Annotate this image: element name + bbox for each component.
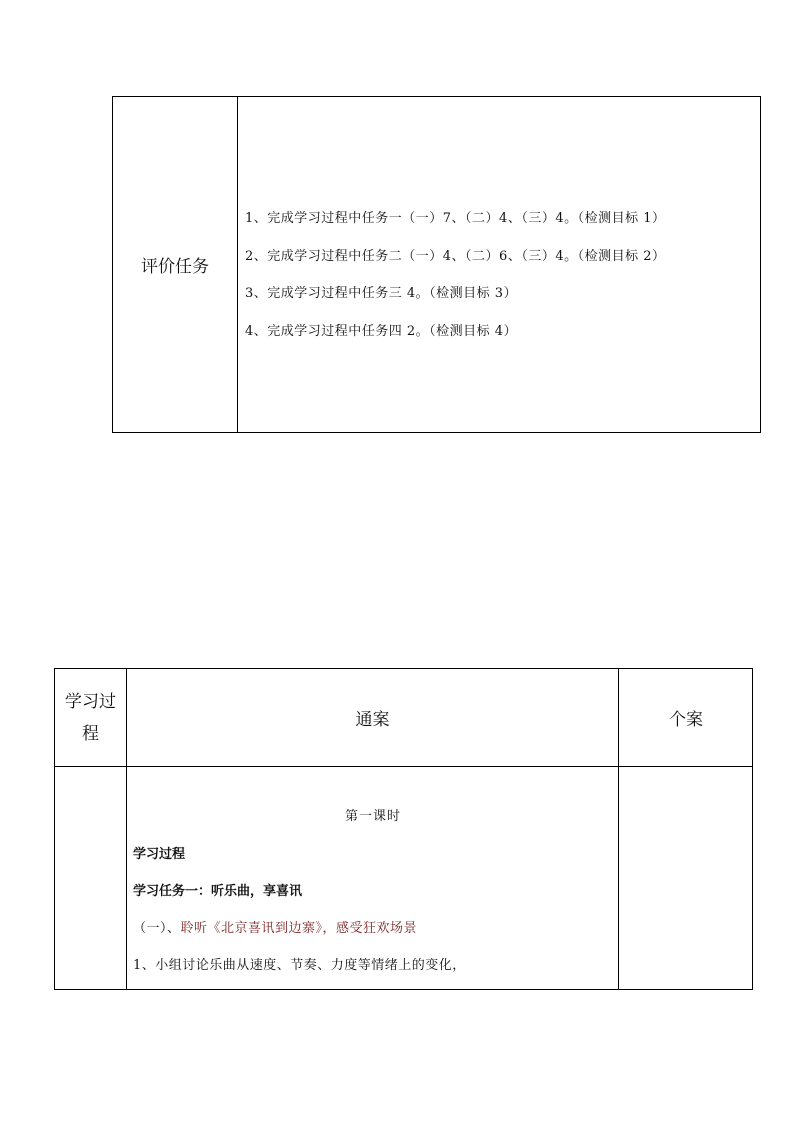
subtask-prefix: （一）、 <box>133 921 181 936</box>
evaluation-item: 2、完成学习过程中任务二（一）4、（二）6、（三）4。（检测目标 2） <box>245 248 666 264</box>
evaluation-item: 1、完成学习过程中任务一（一）7、（二）4、（三）4。（检测目标 1） <box>245 211 666 226</box>
lesson-title: 第一课时 <box>344 809 401 824</box>
point-line: 1、小组讨论乐曲从速度、节奏、力度等情绪上的变化， <box>133 958 466 973</box>
evaluation-label: 评价任务 <box>141 257 209 277</box>
header-learning-process: 学习过程 <box>65 691 116 744</box>
subtask-line <box>133 919 613 956</box>
evaluation-item: 4、完成学习过程中任务四 2。（检测目标 4） <box>245 323 518 339</box>
section-title: 学习过程 <box>133 847 186 862</box>
header-divider <box>55 766 752 767</box>
task-title: 学习任务一：听乐曲，享喜讯 <box>133 884 303 899</box>
header-individual-plan: 个案 <box>669 710 703 730</box>
evaluation-items <box>245 209 666 359</box>
general-plan-content <box>133 807 613 993</box>
header-general-plan: 通案 <box>355 710 390 730</box>
subtask-text: 聆听《北京喜讯到边寨》，感受狂欢场景 <box>180 921 418 936</box>
learning-process-table <box>54 668 753 990</box>
evaluation-table <box>112 96 761 433</box>
column-divider <box>237 97 238 432</box>
evaluation-item: 3、完成学习过程中任务三 4。（检测目标 3） <box>245 286 518 301</box>
